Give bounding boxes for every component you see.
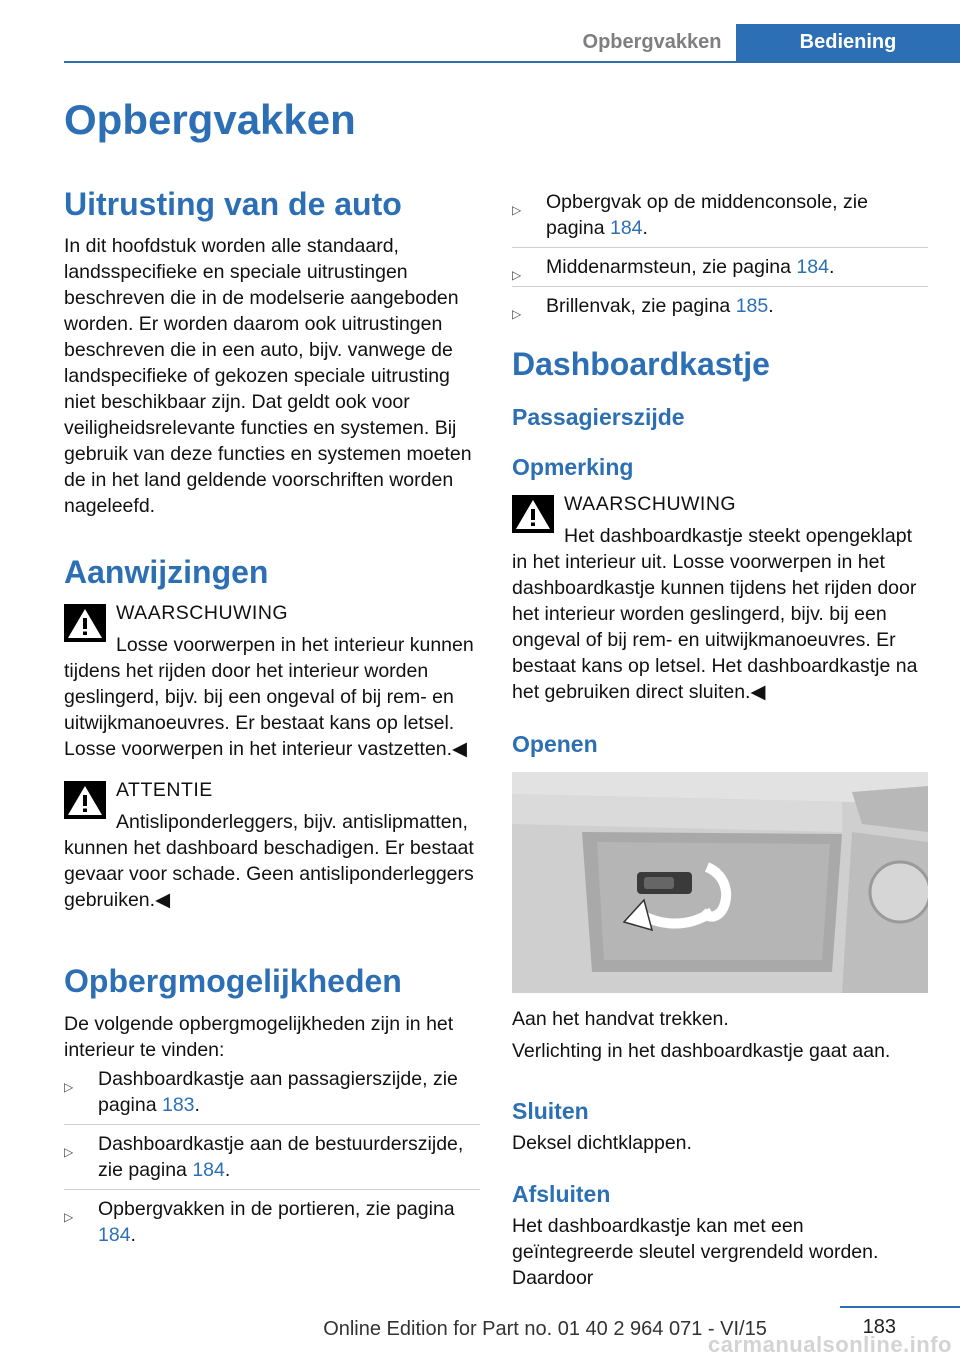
warning-text: Losse voorwerpen in het interieur kunnen tijdens het rijden door het interieur worden geslingerd, bijv. bij een ongeval of bij rem- en uitwijkmanoeuvres. Er bestaat kans op letsel. Losse voorwerpen in het interieur vastzetten.◀ [64, 634, 474, 760]
section-title-aanwijzingen: Aanwijzingen [64, 554, 269, 590]
glovebox-handle-image [512, 772, 928, 993]
warning-block-glovebox [512, 491, 928, 705]
warning-triangle-icon [64, 604, 106, 642]
section-title-uitrusting: Uitrusting van de auto [64, 186, 402, 222]
page-link[interactable]: 184 [796, 256, 829, 278]
list-item: ▷ Dashboardkastje aan passagierszijde, zie pagina 183. [64, 1060, 480, 1125]
glovebox-illustration [512, 772, 928, 993]
heading-opmerking: Opmerking [512, 454, 634, 480]
page-link[interactable]: 184 [98, 1224, 131, 1246]
heading-sluiten: Sluiten [512, 1098, 589, 1124]
triangle-bullet-icon: ▷ [512, 307, 522, 321]
section-title-opbergmogelijkheden: Opbergmogelijkheden [64, 963, 402, 999]
heading-afsluiten: Afsluiten [512, 1181, 611, 1207]
list-item: ▷ Opbergvakken in de portieren, zie pagina 184. [64, 1198, 455, 1246]
subsection-title-passagierszijde: Passagierszijde [512, 404, 685, 430]
page-link[interactable]: 183 [161, 1094, 195, 1116]
heading-openen: Openen [512, 731, 598, 757]
openen-step-2: Verlichting in het dashboardkastje gaat aan. [512, 1040, 891, 1062]
warning-block-loose-objects [64, 600, 480, 762]
storage-list-left [64, 1060, 480, 1254]
header-section-tab[interactable]: Opbergvakken [582, 31, 722, 53]
uitrusting-text: In dit hoofdstuk worden alle standaard, landsspecifieke en speciale uitrustingen beschreven die in de modelserie aangeboden worden. Er worden daarom ook uitrustingen beschreven die in een auto, bijv. vanwege de landspecifieke of gekozen speciale uitrusting niet beschikbaar zijn. Dat geldt ook voor veiligheidsrelevante functies en systemen. Bij gebruik van deze functies en systemen moeten de in het land geldende voorschriften worden nageleefd. [64, 235, 472, 517]
opbergmogelijkheden-text: De volgende opbergmogelijkheden zijn in het interieur te vinden: [64, 1013, 454, 1061]
triangle-bullet-icon: ▷ [64, 1210, 74, 1224]
page-link[interactable]: 184 [192, 1159, 225, 1181]
page-number: 183 [862, 1316, 896, 1338]
list-item: ▷ Brillenvak, zie pagina 185. [512, 287, 928, 325]
attention-block-antislip [64, 777, 480, 913]
storage-list-right [512, 183, 928, 325]
list-item: ▷ Dashboardkastje aan de bestuurderszijde, zie pagina 184. [64, 1125, 480, 1190]
openen-step-1: Aan het handvat trekken. [512, 1008, 729, 1030]
header-rule [64, 61, 960, 63]
list-item: ▷ Middenarmsteun, zie pagina 184. [512, 248, 928, 287]
warning-triangle-icon [64, 781, 106, 819]
warning-label: WAARSCHUWING [564, 493, 737, 515]
sluiten-text: Deksel dichtklappen. [512, 1132, 692, 1154]
list-item: ▷ Opbergvak op de middenconsole, zie pagina 184. [512, 183, 928, 248]
header-chapter-tab[interactable]: Bediening [736, 24, 960, 63]
triangle-bullet-icon: ▷ [64, 1080, 74, 1094]
footer-rule [840, 1306, 960, 1308]
triangle-bullet-icon: ▷ [512, 203, 522, 217]
page-link[interactable]: 184 [609, 217, 643, 239]
watermark: carmanualsonline.info [708, 1332, 952, 1357]
afsluiten-text: Het dashboardkastje kan met een geïntegreerde sleutel vergrendeld worden. Daardoor [512, 1215, 879, 1289]
footer-edition: Online Edition for Part no. 01 40 2 964 071 - VI/15 [323, 1318, 767, 1340]
warning-label: WAARSCHUWING [116, 602, 289, 624]
page-link[interactable]: 185 [735, 295, 769, 317]
attention-text: Antisliponderleggers, bijv. antislipmatten, kunnen het dashboard beschadigen. Er bestaat gevaar voor schade. Geen antisliponderleggers gebruiken.◀ [64, 811, 474, 911]
warning-text: Het dashboardkastje steekt opengeklapt in het interieur uit. Losse voorwerpen in het dashboardkastje kunnen tijdens het rijden door het interieur worden geslingerd, bijv. bij een ongeval of bij rem- en uitwijkmanoeuvres. Er bestaat kans op letsel. Het dashboardkastje na het gebruiken direct sluiten.◀ [512, 525, 918, 703]
section-title-dashboardkastje: Dashboardkastje [512, 346, 770, 382]
warning-triangle-icon [512, 495, 554, 533]
triangle-bullet-icon: ▷ [512, 268, 522, 282]
attention-label: ATTENTIE [116, 779, 213, 801]
chapter-title: Opbergvakken [64, 96, 356, 143]
triangle-bullet-icon: ▷ [64, 1145, 74, 1159]
